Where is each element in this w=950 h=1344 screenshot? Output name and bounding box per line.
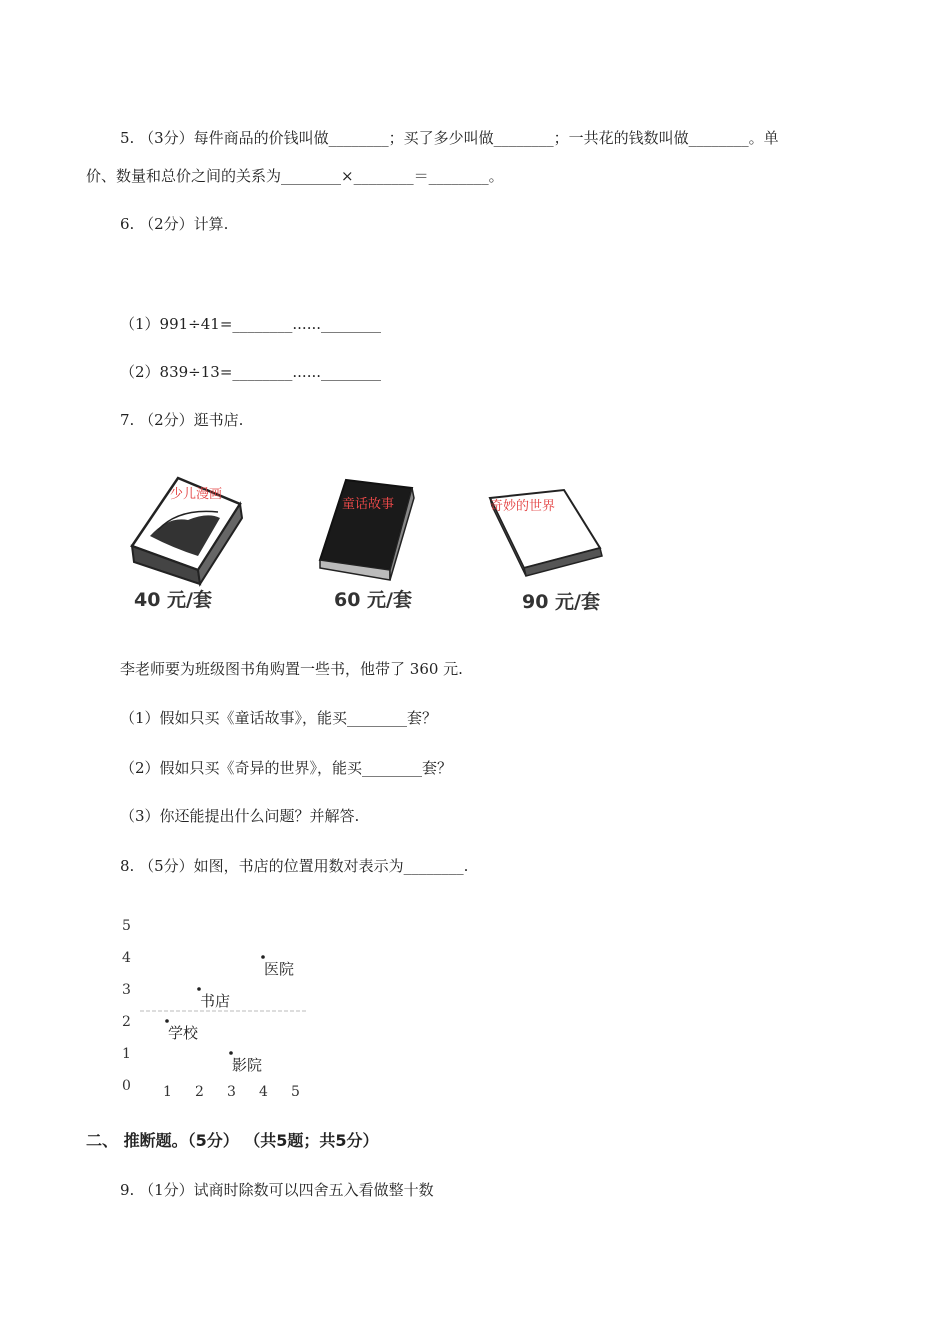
place-point (261, 955, 265, 959)
x-tick-label: 3 (227, 1084, 236, 1098)
q6-title: 6. （2分）计算. (120, 215, 229, 233)
y-tick-label: 1 (122, 1046, 131, 1062)
y-tick-label: 5 (122, 918, 131, 934)
q6-item2: （2）839÷13=________......________ (120, 363, 382, 381)
y-tick-label: 3 (122, 982, 131, 998)
section2-heading: 二、 推断题。（5分） （共5题；共5分） (86, 1131, 379, 1150)
q5-line2: 价、数量和总价之间的关系为________×________＝________。 (86, 167, 504, 185)
place-label: 书店 (200, 992, 231, 1010)
q7-sub2: （2）假如只买《奇异的世界》，能买________套？ (120, 759, 453, 777)
q7-sub3: （3）你还能提出什么问题？并解答. (120, 807, 360, 825)
y-tick-label: 2 (122, 1014, 131, 1030)
book-price-2: 60 元/套 (334, 589, 412, 611)
x-tick-label: 2 (195, 1084, 204, 1098)
place-label: 影院 (232, 1056, 263, 1074)
book-price-1: 40 元/套 (134, 589, 212, 611)
x-tick-label: 1 (163, 1084, 172, 1098)
x-tick-label: 4 (259, 1084, 268, 1098)
q7-sub1: （1）假如只买《童话故事》，能买________套？ (120, 709, 438, 727)
q9-title: 9. （1分）试商时除数可以四舍五入看做整十数 (120, 1181, 434, 1199)
x-axis-labels (163, 1084, 300, 1098)
place-point (229, 1051, 233, 1055)
place-point (197, 987, 201, 991)
coordinate-grid (112, 898, 312, 1098)
y-tick-label: 0 (122, 1078, 131, 1094)
q7-intro: 李老师要为班级图书角购置一些书，他带了 360 元. (120, 660, 463, 678)
book-title-3: 奇妙的世界 (490, 499, 556, 514)
place-label: 学校 (168, 1024, 199, 1042)
q5-line1: 5. （3分）每件商品的价钱叫做________；买了多少叫做________；一共花的钱数叫做________。单 (120, 129, 779, 147)
book-price-3: 90 元/套 (522, 591, 600, 613)
books-illustration (128, 468, 618, 618)
q6-item1: （1）991÷41=________......________ (120, 315, 382, 333)
place-points (165, 955, 294, 1074)
q7-title: 7. （2分）逛书店. (120, 411, 244, 429)
book-title-1: 少儿漫画 (170, 487, 223, 502)
place-label: 医院 (264, 960, 295, 978)
place-point (165, 1019, 169, 1023)
y-axis-labels (122, 918, 131, 1094)
book-fairytale-image (320, 480, 414, 580)
q8-title: 8. （5分）如图，书店的位置用数对表示为________. (120, 857, 469, 875)
book-title-2: 童话故事 (342, 497, 395, 512)
x-tick-label: 5 (291, 1084, 300, 1098)
y-tick-label: 4 (122, 950, 131, 966)
